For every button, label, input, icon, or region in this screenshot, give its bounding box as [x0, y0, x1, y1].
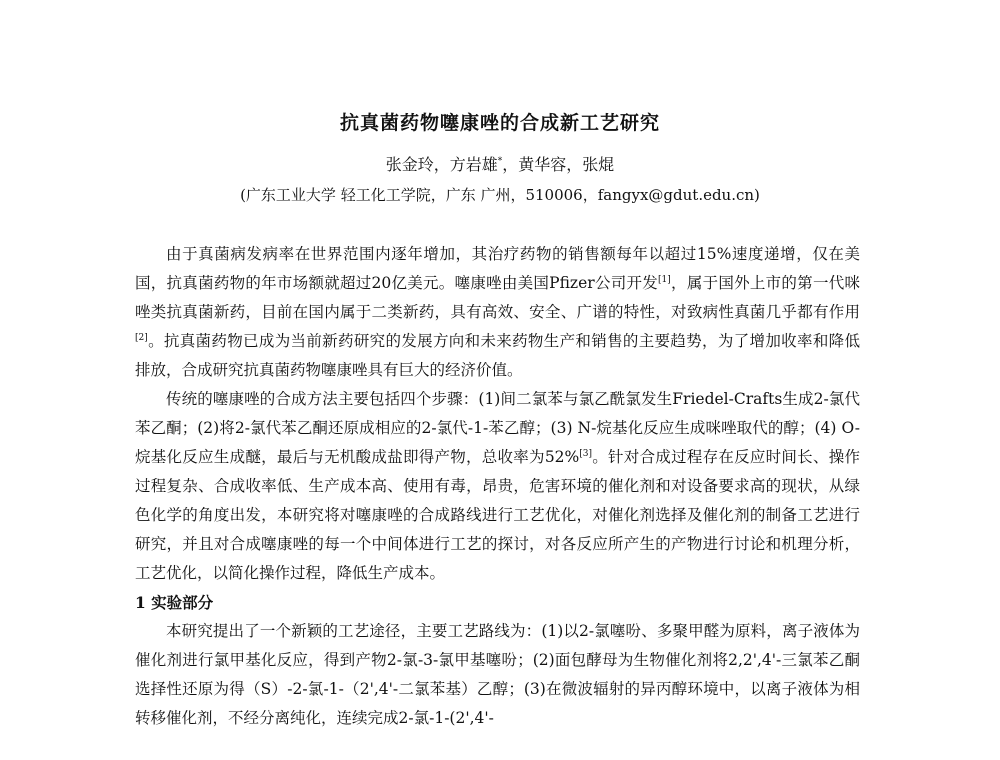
paragraph-traditional-text-1: 传统的噻康唑的合成方法主要包括四个步骤：(1)间二氯苯与氯乙酰氯发生Friedel-Crafts生成2-氯代苯乙酮；(2)将2-氯代苯乙酮还原成相应的2-氯代-1-苯乙醇；(3) N-烷基化反应生成咪唑取代的醇；(4) O-烷基化反应生成醚，最后与无机酸成盐即得产物，总收率为52% [135, 390, 860, 466]
citation-1: [1] [658, 274, 671, 285]
paragraph-experimental: 本研究提出了一个新颖的工艺途径，主要工艺路线为：(1)以2-氯噻吩、多聚甲醛为原料，离子液体为催化剂进行氯甲基化反应，得到产物2-氯-3-氯甲基噻吩；(2)面包酵母为生物催化剂将2,2',4'-三氯苯乙酮选择性还原为得（S）-2-氯-1-（2',4'-二氯苯基）乙醇；(3)在微波辐射的异丙醇环境中，以离子液体为相转移催化剂，不经分离纯化，连续完成2-氯-1-(2',4'- [135, 622, 860, 727]
paragraph-intro [135, 240, 860, 385]
affiliation: (广东工业大学 轻工化工学院，广东 广州，510006，fangyx@gdut.edu.cn) [240, 186, 760, 204]
author-line [0, 152, 1000, 175]
author-rest: ，黄华容，张焜 [502, 155, 615, 174]
paragraph-traditional-text-2: 。针对合成过程存在反应时间长、操作过程复杂、合成收率低、生产成本高、使用有毒，昂贵，危害环境的催化剂和对设备要求高的现状，从绿色化学的角度出发，本研究将对噻康唑的合成路线进行工艺优化，对催化剂选择及催化剂的制备工艺进行研究，并且对合成噻康唑的每一个中间体进行工艺的探讨，对各反应所产生的产物进行讨论和机理分析，工艺优化，以简化操作过程，降低生产成本。 [135, 448, 860, 582]
paragraph-intro-text-3: 。抗真菌药物已成为当前新药研究的发展方向和未来药物生产和销售的主要趋势，为了增加收率和降低排放，合成研究抗真菌药物噻康唑具有巨大的经济价值。 [135, 332, 860, 379]
author-2: 方岩雄 [449, 155, 498, 174]
author-1: 张金玲， [385, 155, 450, 174]
paragraph-intro-text-1: 由于真菌病发病率在世界范围内逐年增加，其治疗药物的销售额每年以超过15%速度递增，仅在美国，抗真菌药物的年市场额就超过20亿美元。噻康唑由美国Pfizer公司开发 [135, 245, 860, 292]
paragraph-intro-text-2: ，属于国外上市的第一代咪唑类抗真菌新药，目前在国内属于二类新药，具有高效、安全、广谱的特性，对致病性真菌几乎都有作用 [135, 274, 860, 321]
paragraph-traditional-method [135, 385, 860, 588]
paper-title: 抗真菌药物噻康唑的合成新工艺研究 [339, 112, 660, 134]
citation-2: [2] [135, 332, 148, 343]
corresponding-author-mark: * [497, 156, 503, 167]
section-heading-experimental: 1 实验部分 [135, 593, 214, 612]
body-text [135, 240, 860, 733]
citation-3: [3] [579, 448, 593, 459]
